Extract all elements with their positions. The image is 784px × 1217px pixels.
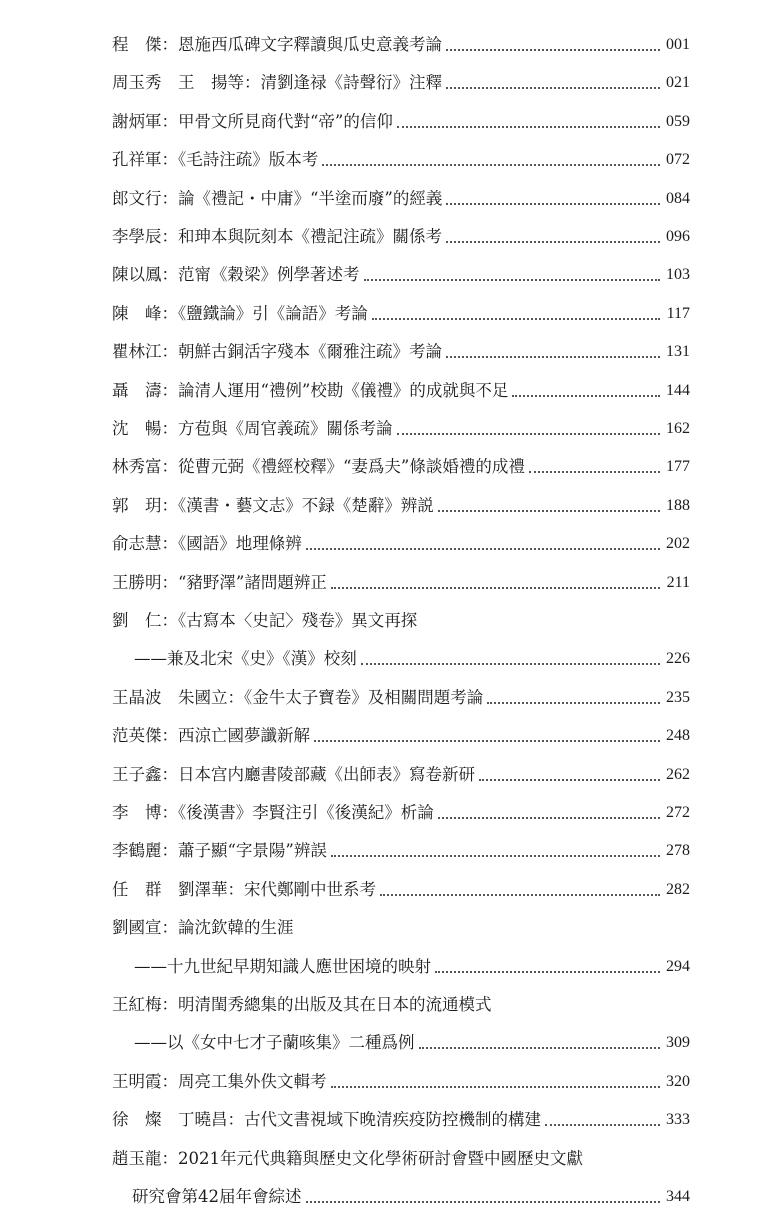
toc-entry-title: 劉 仁：《古寫本〈史記〉殘卷》異文再探 [112,611,418,630]
toc-entry-title: 任 群 劉澤華：宋代鄭剛中世系考 [112,879,376,899]
toc-entry-title: 李鶴麗：蕭子顯“字景陽”辨誤 [112,841,327,861]
toc-entry-title: 孔祥軍：《毛詩注疏》版本考 [112,150,319,170]
toc-page-number: 059 [666,112,690,130]
dot-leader [397,433,660,435]
toc-page-number: 103 [666,266,690,284]
toc-page-number: 235 [666,688,690,706]
toc-entry [112,875,690,905]
toc-entry [112,145,690,175]
toc-entry-title: 陳 峰：《鹽鐵論》引《論語》考論 [112,303,368,323]
toc-entry-title: 趙玉龍：2021年元代典籍與歷史文化學術研討會暨中國歷史文獻 [112,1148,583,1168]
toc-entry-title: 王明霞：周亮工集外佚文輯考 [112,1071,327,1091]
toc-page-number: 162 [666,420,690,437]
toc-entry-title: ——十九世紀早期知識人應世困境的映射 [134,956,431,976]
toc-entry [112,414,690,444]
toc-entry [112,760,690,790]
toc-entry-title: 郭 玥：《漢書・藝文志》不録《楚辭》辨説 [112,495,434,515]
dot-leader [479,779,660,781]
dot-leader [306,548,660,550]
toc-page-number: 202 [666,535,690,553]
toc-page-number: 131 [666,343,690,361]
toc-page-number: 226 [666,650,690,668]
dot-leader [331,1086,660,1088]
toc-entry [112,107,690,137]
toc-entry-title: 王勝明：“豬野澤”諸問題辨正 [112,572,327,592]
dot-leader [446,203,660,205]
toc-entry-title: ——兼及北宋《史》《漢》校刻 [134,649,357,669]
dot-leader [446,241,660,243]
toc-entry [112,568,690,598]
toc-entry-title: 陳以鳳：范甯《穀梁》例學著述考 [112,265,360,285]
toc-entry [112,491,690,521]
dot-leader [331,855,660,857]
toc-entry-title: 郎文行：論《禮記・中庸》“半塗而廢”的經義 [112,188,443,208]
toc-page-number: 282 [666,880,690,898]
toc-page-number: 188 [666,496,690,514]
dot-leader [487,702,660,704]
toc-entry [112,68,690,98]
toc-entry [112,452,690,482]
toc-page-number: 294 [666,957,690,975]
toc-page-number: 309 [666,1034,690,1052]
dot-leader [438,510,660,512]
toc-entry-title: 俞志慧：《國語》地理條辨 [112,534,302,554]
toc-entry [112,913,690,943]
toc-entry [112,529,690,559]
dot-leader [364,279,660,281]
toc-entry-title: 沈 暢：方苞與《周官義疏》關係考論 [112,419,393,438]
toc-entry-title: ——以《女中七才子蘭咳集》二種爲例 [134,1033,415,1053]
toc-page-number: 144 [666,381,690,399]
toc-entry-title: 徐 燦 丁曉昌：古代文書視域下晚清疾疫防控機制的構建 [112,1110,541,1130]
dot-leader [397,126,660,128]
toc-entry [112,798,690,828]
toc-page-number: 177 [666,458,690,476]
toc-entry [112,721,690,751]
toc-entry [112,337,690,367]
toc-entry-title: 程 傑：恩施西瓜碑文字釋讀與瓜史意義考論 [112,35,442,54]
dot-leader [435,971,660,973]
toc-page-number: 272 [666,804,690,821]
dot-leader [446,356,660,358]
toc-entry [112,836,690,866]
toc-page-number: 248 [666,727,690,745]
dot-leader [361,663,660,665]
dot-leader [446,49,660,51]
dot-leader [512,395,660,397]
toc-page-number: 117 [666,304,690,322]
toc-page-number: 021 [666,74,690,92]
toc-entry-title: 林秀富：從曹元弼《禮經校釋》“妻爲夫”條談婚禮的成禮 [112,457,525,477]
toc-entry [112,376,690,406]
toc-entry [112,683,690,713]
toc-page-number: 084 [666,189,690,207]
dot-leader [331,587,660,589]
dot-leader [322,164,660,166]
toc-entry [112,1144,690,1174]
dot-leader [314,740,660,742]
toc-page-number: 278 [666,842,690,860]
toc-page-number: 096 [666,228,690,245]
toc-entry [112,1067,690,1097]
dot-leader [446,87,660,89]
toc-entry [112,606,690,636]
toc-entry-title: 王晶波 朱國立：《金牛太子寶卷》及相關問題考論 [112,687,484,707]
toc-entry-title: 劉國宣：論沈欽韓的生涯 [112,918,294,938]
toc-entry [112,222,690,252]
dot-leader [529,471,660,473]
toc-entry [112,1105,690,1135]
toc-entry-continuation [112,1028,690,1058]
toc-entry-continuation [112,952,690,982]
toc-page-number: 333 [666,1111,690,1129]
toc-page-number: 001 [666,36,690,53]
dot-leader [419,1047,660,1049]
toc-entry [112,299,690,329]
toc-entry-title: 研究會第42届年會綜述 [132,1187,302,1206]
toc-entry-title: 周玉秀 王 揚等：清劉逢禄《詩聲衍》注釋 [112,73,442,93]
toc-page-number: 211 [666,573,690,591]
toc-page-number: 320 [666,1072,690,1090]
dot-leader [372,318,660,320]
toc-entry-title: 瞿林江：朝鮮古銅活字殘本《爾雅注疏》考論 [112,342,442,362]
toc-entry [112,30,690,60]
toc-entry-title: 謝炳軍：甲骨文所見商代對“帝”的信仰 [112,111,393,131]
toc-page-number: 262 [666,765,690,783]
dot-leader [380,894,660,896]
toc-entry-title: 范英傑：西涼亡國夢讖新解 [112,726,310,746]
toc-entry-title: 李學辰：和珅本與阮刻本《禮記注疏》關係考 [112,227,442,246]
toc-entry [112,260,690,290]
toc-entry-title: 李 博：《後漢書》李賢注引《後漢紀》析論 [112,803,434,822]
toc-entry-title: 聶 濤：論清人運用“禮例”校勘《儀禮》的成就與不足 [112,380,509,400]
toc-entry [112,184,690,214]
toc-entry-title: 王紅梅：明清閨秀總集的出版及其在日本的流通模式 [112,995,492,1014]
toc-entry-continuation [112,1182,690,1212]
toc-page-number: 344 [666,1188,690,1205]
dot-leader [545,1124,660,1126]
dot-leader [438,817,660,819]
toc-entry-continuation [112,644,690,674]
toc-page-number: 072 [666,151,690,169]
dot-leader [306,1201,660,1203]
toc-entry [112,990,690,1020]
toc-entry-title: 王子鑫：日本宫内廳書陵部藏《出師表》寫卷新研 [112,764,475,784]
